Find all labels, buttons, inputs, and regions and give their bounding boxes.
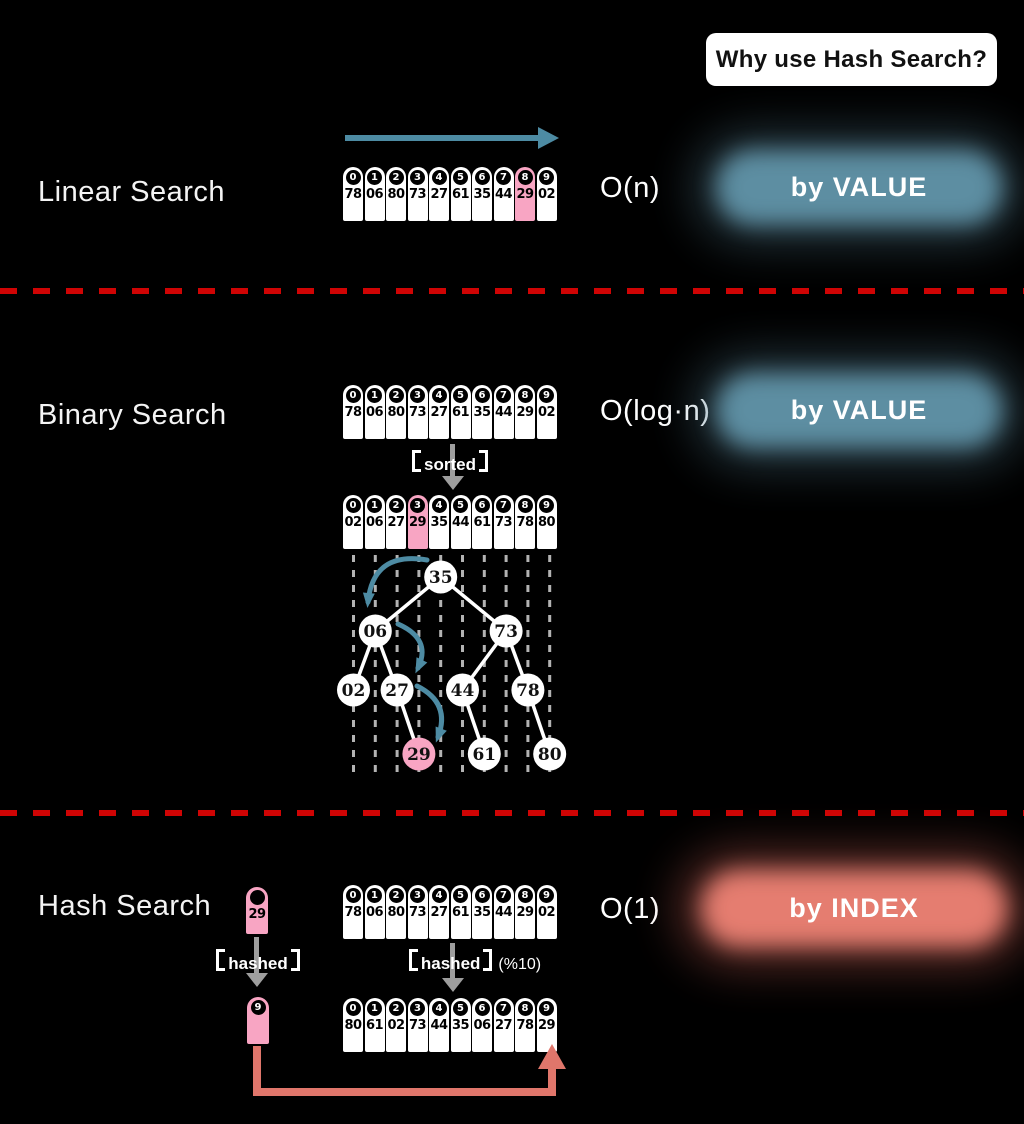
cell-value: 80: [387, 904, 405, 920]
section-divider: [0, 810, 1024, 816]
cell-index-badge: 9: [539, 498, 554, 513]
linear-array: [343, 167, 557, 221]
cell-value: 02: [344, 514, 362, 530]
binary-tag-label: by VALUE: [790, 395, 928, 425]
binary-tag-blob: [703, 364, 1015, 457]
linear-scan-arrow-icon: [345, 135, 538, 141]
sorted-step-text: sorted: [424, 455, 476, 474]
array-cell: [429, 167, 449, 221]
tree-node-value: 44: [450, 681, 475, 701]
cell-value: 61: [451, 404, 470, 420]
array-cell: [429, 495, 449, 549]
tree-node-value: 02: [341, 681, 366, 701]
array-cell: [515, 495, 535, 549]
cell-value: 27: [430, 186, 448, 202]
banner-title: Why use Hash Search?: [715, 45, 988, 73]
cell-index-badge: 4: [432, 498, 447, 513]
cell-index-badge: 0: [346, 388, 361, 403]
key-ring-hole-icon: [250, 890, 265, 905]
cell-value: 29: [537, 1017, 556, 1033]
array-cell: [451, 885, 471, 939]
lenticular-bracket-right: [291, 949, 300, 971]
cell-index-badge: 8: [518, 888, 533, 903]
cell-index-badge: 8: [518, 498, 533, 513]
section-divider: [0, 288, 1024, 294]
cell-index-badge: 6: [475, 498, 490, 513]
tree-node-highlighted: [402, 738, 435, 771]
array-cell: [537, 885, 557, 939]
cell-index-badge: 4: [432, 888, 447, 903]
hash-keys-array: [343, 885, 557, 939]
cell-value: 29: [408, 514, 427, 530]
lenticular-bracket-left: [409, 949, 418, 971]
cell-value: 29: [516, 186, 534, 202]
cell-value: 02: [537, 186, 556, 202]
array-cell: [472, 167, 492, 221]
cell-index-badge: 5: [453, 498, 468, 513]
array-cell: [451, 495, 471, 549]
cell-value: 27: [494, 1017, 513, 1033]
cell-index-badge: 6: [475, 1001, 490, 1016]
cell-index-badge: 0: [346, 1001, 361, 1016]
binary-tree-svg: [335, 545, 575, 790]
cell-index-badge: 3: [410, 498, 425, 513]
cell-index-badge: 9: [539, 1001, 554, 1016]
linear-complexity: O(n): [600, 172, 660, 204]
cell-index-badge: 4: [432, 170, 447, 185]
cell-index-badge: 2: [389, 888, 404, 903]
cell-value: 35: [451, 1017, 470, 1033]
array-cell: [515, 885, 535, 939]
cell-value: 06: [365, 904, 384, 920]
cell-index-badge: 8: [518, 388, 533, 403]
cell-index-badge: 3: [410, 888, 425, 903]
array-cell: [472, 385, 492, 439]
cell-index-badge: 5: [453, 388, 468, 403]
binary-sorted-array: [343, 495, 557, 549]
cell-index-badge: 1: [367, 170, 382, 185]
index-lookup-arrow: [240, 1042, 570, 1104]
tree-node: [424, 561, 457, 594]
cell-value: 80: [537, 514, 556, 530]
cell-index-badge: 2: [389, 1001, 404, 1016]
binary-complexity: O(log·n): [600, 395, 711, 427]
tree-node-value: 73: [494, 622, 518, 642]
array-cell: [343, 495, 363, 549]
hashed-index-cell: [247, 997, 269, 1044]
key-value: 29: [248, 907, 266, 922]
cell-index-badge: 7: [496, 498, 511, 513]
tree-node-value: 61: [472, 745, 497, 765]
lenticular-bracket-right: [479, 450, 488, 472]
array-cell: [386, 385, 406, 439]
cell-value: 35: [473, 904, 491, 920]
arrowhead-icon: [538, 127, 559, 149]
cell-index-badge: 3: [410, 1001, 425, 1016]
cell-value: 61: [451, 904, 470, 920]
cell-index-badge: 1: [367, 388, 382, 403]
array-cell-highlighted: [515, 167, 535, 221]
lenticular-bracket-right: [483, 949, 492, 971]
cell-index-badge: 8: [518, 170, 533, 185]
cell-value: 29: [516, 404, 534, 420]
array-cell: [451, 167, 471, 221]
cell-index-badge: 7: [496, 888, 511, 903]
arrowhead-icon: [442, 978, 464, 992]
title-banner: [706, 33, 997, 86]
cell-value: 44: [430, 1017, 448, 1033]
cell-index-badge: 0: [346, 888, 361, 903]
cell-value: 35: [430, 514, 448, 530]
array-cell: [429, 385, 449, 439]
cell-value: 29: [516, 904, 534, 920]
array-cell: [472, 885, 492, 939]
binary-search-label: Binary Search: [38, 399, 227, 431]
hash-complexity: O(1): [600, 893, 660, 925]
array-cell: [343, 385, 363, 439]
cell-index-badge: 1: [367, 498, 382, 513]
cell-value: 78: [516, 514, 534, 530]
cell-index-badge: 7: [496, 388, 511, 403]
tree-node: [533, 738, 566, 771]
array-cell: [365, 167, 385, 221]
hash-tag-label: by INDEX: [789, 893, 919, 923]
tree-node-value: 78: [516, 681, 540, 701]
hash-search-label: Hash Search: [38, 890, 212, 922]
cell-value: 78: [344, 904, 362, 920]
sorted-step-label: [385, 450, 515, 475]
array-cell: [408, 167, 428, 221]
tree-node-value: 27: [385, 681, 409, 701]
cell-value: 44: [451, 514, 470, 530]
cell-value: 78: [344, 186, 362, 202]
cell-value: 02: [537, 904, 556, 920]
cell-index-badge: 3: [410, 170, 425, 185]
cell-index-badge: 0: [346, 498, 361, 513]
array-cell: [408, 385, 428, 439]
tree-node-value: 06: [363, 622, 388, 642]
linear-tag-blob: [703, 141, 1015, 234]
tree-node: [490, 615, 523, 648]
cell-index-badge: 6: [475, 388, 490, 403]
cell-value: 27: [387, 514, 405, 530]
cell-value: 80: [344, 1017, 362, 1033]
cell-value: 44: [494, 186, 513, 202]
array-cell: [429, 885, 449, 939]
hash-tag-blob: [688, 861, 1020, 956]
array-cell: [494, 385, 514, 439]
tree-node: [359, 615, 392, 648]
array-cell: [472, 495, 492, 549]
array-cell: [494, 167, 514, 221]
array-hashed-step-text: hashed: [420, 954, 481, 973]
cell-index-badge: 1: [367, 888, 382, 903]
tree-node-value: 80: [537, 745, 562, 765]
array-cell: [494, 495, 514, 549]
array-cell: [408, 885, 428, 939]
cell-index-badge: 2: [389, 498, 404, 513]
cell-value: 27: [430, 904, 448, 920]
key-hashed-step-text: hashed: [228, 954, 288, 973]
cell-value: 61: [365, 1017, 384, 1033]
cell-value: 73: [408, 1017, 427, 1033]
cell-index-badge: 5: [453, 888, 468, 903]
cell-index-badge: 9: [539, 388, 554, 403]
cell-index-badge: 4: [432, 1001, 447, 1016]
array-cell: [365, 495, 385, 549]
array-cell: [494, 885, 514, 939]
cell-value: 80: [387, 186, 405, 202]
cell-index-badge: 7: [496, 170, 511, 185]
cell-value: 44: [494, 404, 513, 420]
cell-value: 61: [451, 186, 470, 202]
search-key-tag: [246, 887, 268, 934]
cell-index-badge: 4: [432, 388, 447, 403]
cell-value: 73: [408, 904, 427, 920]
cell-value: 06: [473, 1017, 491, 1033]
cell-index-badge: 6: [475, 888, 490, 903]
cell-value: 44: [494, 904, 513, 920]
array-cell: [537, 495, 557, 549]
array-cell: [343, 885, 363, 939]
cell-index-badge: 7: [496, 1001, 511, 1016]
cell-value: 06: [365, 404, 384, 420]
lenticular-bracket-left: [412, 450, 421, 472]
cell-value: 35: [473, 186, 491, 202]
array-cell: [386, 885, 406, 939]
array-hashed-step-label: [395, 949, 555, 974]
cell-value: 73: [408, 186, 427, 202]
tree-node: [337, 674, 370, 707]
arrowhead-icon: [442, 476, 464, 490]
cell-index-badge: 0: [346, 170, 361, 185]
tree-node: [381, 674, 414, 707]
cell-index-badge: 9: [539, 170, 554, 185]
array-cell: [537, 385, 557, 439]
arrowhead-icon: [246, 973, 268, 987]
array-cell: [537, 167, 557, 221]
tree-node-value: 29: [407, 745, 431, 765]
cell-index-badge: 5: [453, 170, 468, 185]
cell-value: 06: [365, 186, 384, 202]
search-path-arrow-icon: [417, 686, 442, 737]
array-cell: [515, 385, 535, 439]
cell-value: 02: [537, 404, 556, 420]
cell-index-badge: 3: [410, 388, 425, 403]
array-cell: [343, 167, 363, 221]
tree-node: [511, 674, 544, 707]
modulo-suffix: (%10): [498, 956, 542, 973]
binary-unsorted-array: [343, 385, 557, 439]
cell-value: 73: [494, 514, 513, 530]
tree-node-value: 35: [428, 568, 453, 588]
cell-value: 80: [387, 404, 405, 420]
key-hashed-step-label: [190, 949, 326, 974]
cell-value: 73: [408, 404, 427, 420]
lenticular-bracket-left: [216, 949, 225, 971]
array-cell-highlighted: [408, 495, 428, 549]
cell-value: 02: [387, 1017, 405, 1033]
cell-value: 61: [473, 514, 491, 530]
cell-value: 06: [365, 514, 384, 530]
cell-value: 78: [344, 404, 362, 420]
cell-value: 35: [473, 404, 491, 420]
hashed-index-value: 9: [251, 1000, 266, 1015]
cell-index-badge: 6: [475, 170, 490, 185]
array-cell: [365, 885, 385, 939]
array-cell: [451, 385, 471, 439]
cell-index-badge: 2: [389, 388, 404, 403]
cell-index-badge: 8: [518, 1001, 533, 1016]
cell-value: 78: [516, 1017, 534, 1033]
cell-index-badge: 1: [367, 1001, 382, 1016]
tree-node: [446, 674, 479, 707]
cell-index-badge: 9: [539, 888, 554, 903]
cell-index-badge: 2: [389, 170, 404, 185]
array-cell: [386, 495, 406, 549]
linear-tag-label: by VALUE: [790, 172, 928, 202]
tree-node: [468, 738, 501, 771]
linear-search-label: Linear Search: [38, 176, 226, 208]
cell-value: 27: [430, 404, 448, 420]
array-cell: [365, 385, 385, 439]
array-cell: [386, 167, 406, 221]
cell-index-badge: 5: [453, 1001, 468, 1016]
